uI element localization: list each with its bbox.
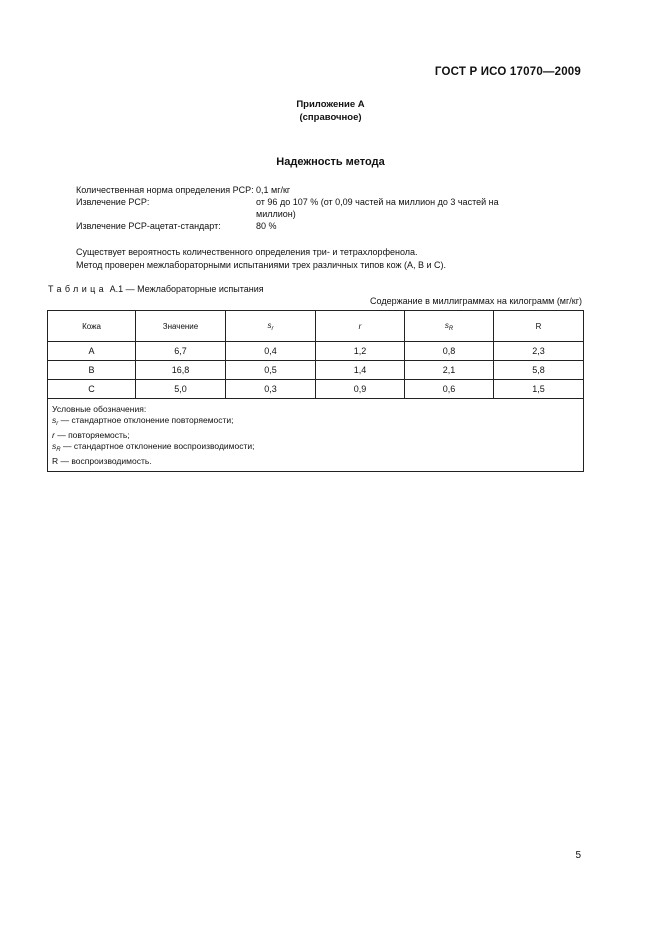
table-caption-prefix: Таблица (48, 284, 108, 294)
spec-value: от 96 до 107 % (от 0,09 частей на миллион до 3 частей на миллион) (256, 197, 499, 219)
legend-item: $s_R$ — стандартное отклонение воспроизводимости; (52, 441, 255, 453)
paragraph: Существует вероятность количественного определения три- и тетрахлорфенола. (76, 247, 418, 257)
cell-R: 1,5 (494, 380, 584, 399)
table-row (48, 361, 584, 380)
data-table (47, 310, 584, 472)
paragraph: Метод проверен межлабораторными испытаниями трех различных типов кож (A, B и C). (76, 260, 447, 270)
legend-title: Условные обозначения: (52, 404, 147, 414)
header-sr: $s_r$ (226, 311, 316, 342)
cell-r: 1,2 (316, 342, 405, 361)
spec-value: 0,1 мг/кг (256, 185, 291, 195)
legend-item: R — воспроизводимость. (52, 456, 152, 466)
header-sR: $s_R$ (405, 311, 494, 342)
header-skin: Кожа (48, 311, 136, 342)
cell-skin: C (48, 380, 136, 399)
cell-R: 5,8 (494, 361, 584, 380)
table-row (48, 380, 584, 399)
cell-sR: 0,8 (405, 342, 494, 361)
cell-skin: B (48, 361, 136, 380)
table-caption (48, 284, 264, 294)
annex-heading (0, 98, 661, 124)
cell-R: 2,3 (494, 342, 584, 361)
cell-value: 6,7 (136, 342, 226, 361)
table-header-row (48, 311, 584, 342)
cell-value: 5,0 (136, 380, 226, 399)
header-value: Значение (136, 311, 226, 342)
cell-r: 1,4 (316, 361, 405, 380)
cell-value: 16,8 (136, 361, 226, 380)
table-legend-row (48, 399, 584, 472)
table-row (48, 342, 584, 361)
header-r: r (316, 311, 405, 342)
spec-value: 80 % (256, 221, 277, 231)
cell-sr: 0,4 (226, 342, 316, 361)
header-R: R (494, 311, 584, 342)
spec-label: Извлечение PCP: (76, 197, 150, 207)
table-units: Содержание в миллиграммах на килограмм (мг/кг) (370, 296, 582, 306)
spec-label: Извлечение PCP-ацетат-стандарт: (76, 221, 221, 231)
cell-r: 0,9 (316, 380, 405, 399)
spec-label: Количественная норма определения PCP: (76, 185, 254, 195)
cell-sR: 2,1 (405, 361, 494, 380)
section-title: Надежность метода (276, 156, 385, 168)
cell-sR: 0,6 (405, 380, 494, 399)
cell-sr: 0,3 (226, 380, 316, 399)
legend-item: $s_r$ — стандартное отклонение повторяемости; (52, 415, 234, 427)
cell-sr: 0,5 (226, 361, 316, 380)
document-code: ГОСТ Р ИСО 17070—2009 (434, 66, 581, 78)
annex-title: Приложение А (296, 99, 365, 110)
cell-skin: A (48, 342, 136, 361)
table-legend (48, 399, 584, 472)
page-number: 5 (575, 850, 581, 861)
legend-item: r — повторяемость; (52, 430, 130, 440)
table-caption-text: А.1 — Межлабораторные испытания (109, 284, 264, 294)
annex-type: (справочное) (299, 112, 362, 123)
